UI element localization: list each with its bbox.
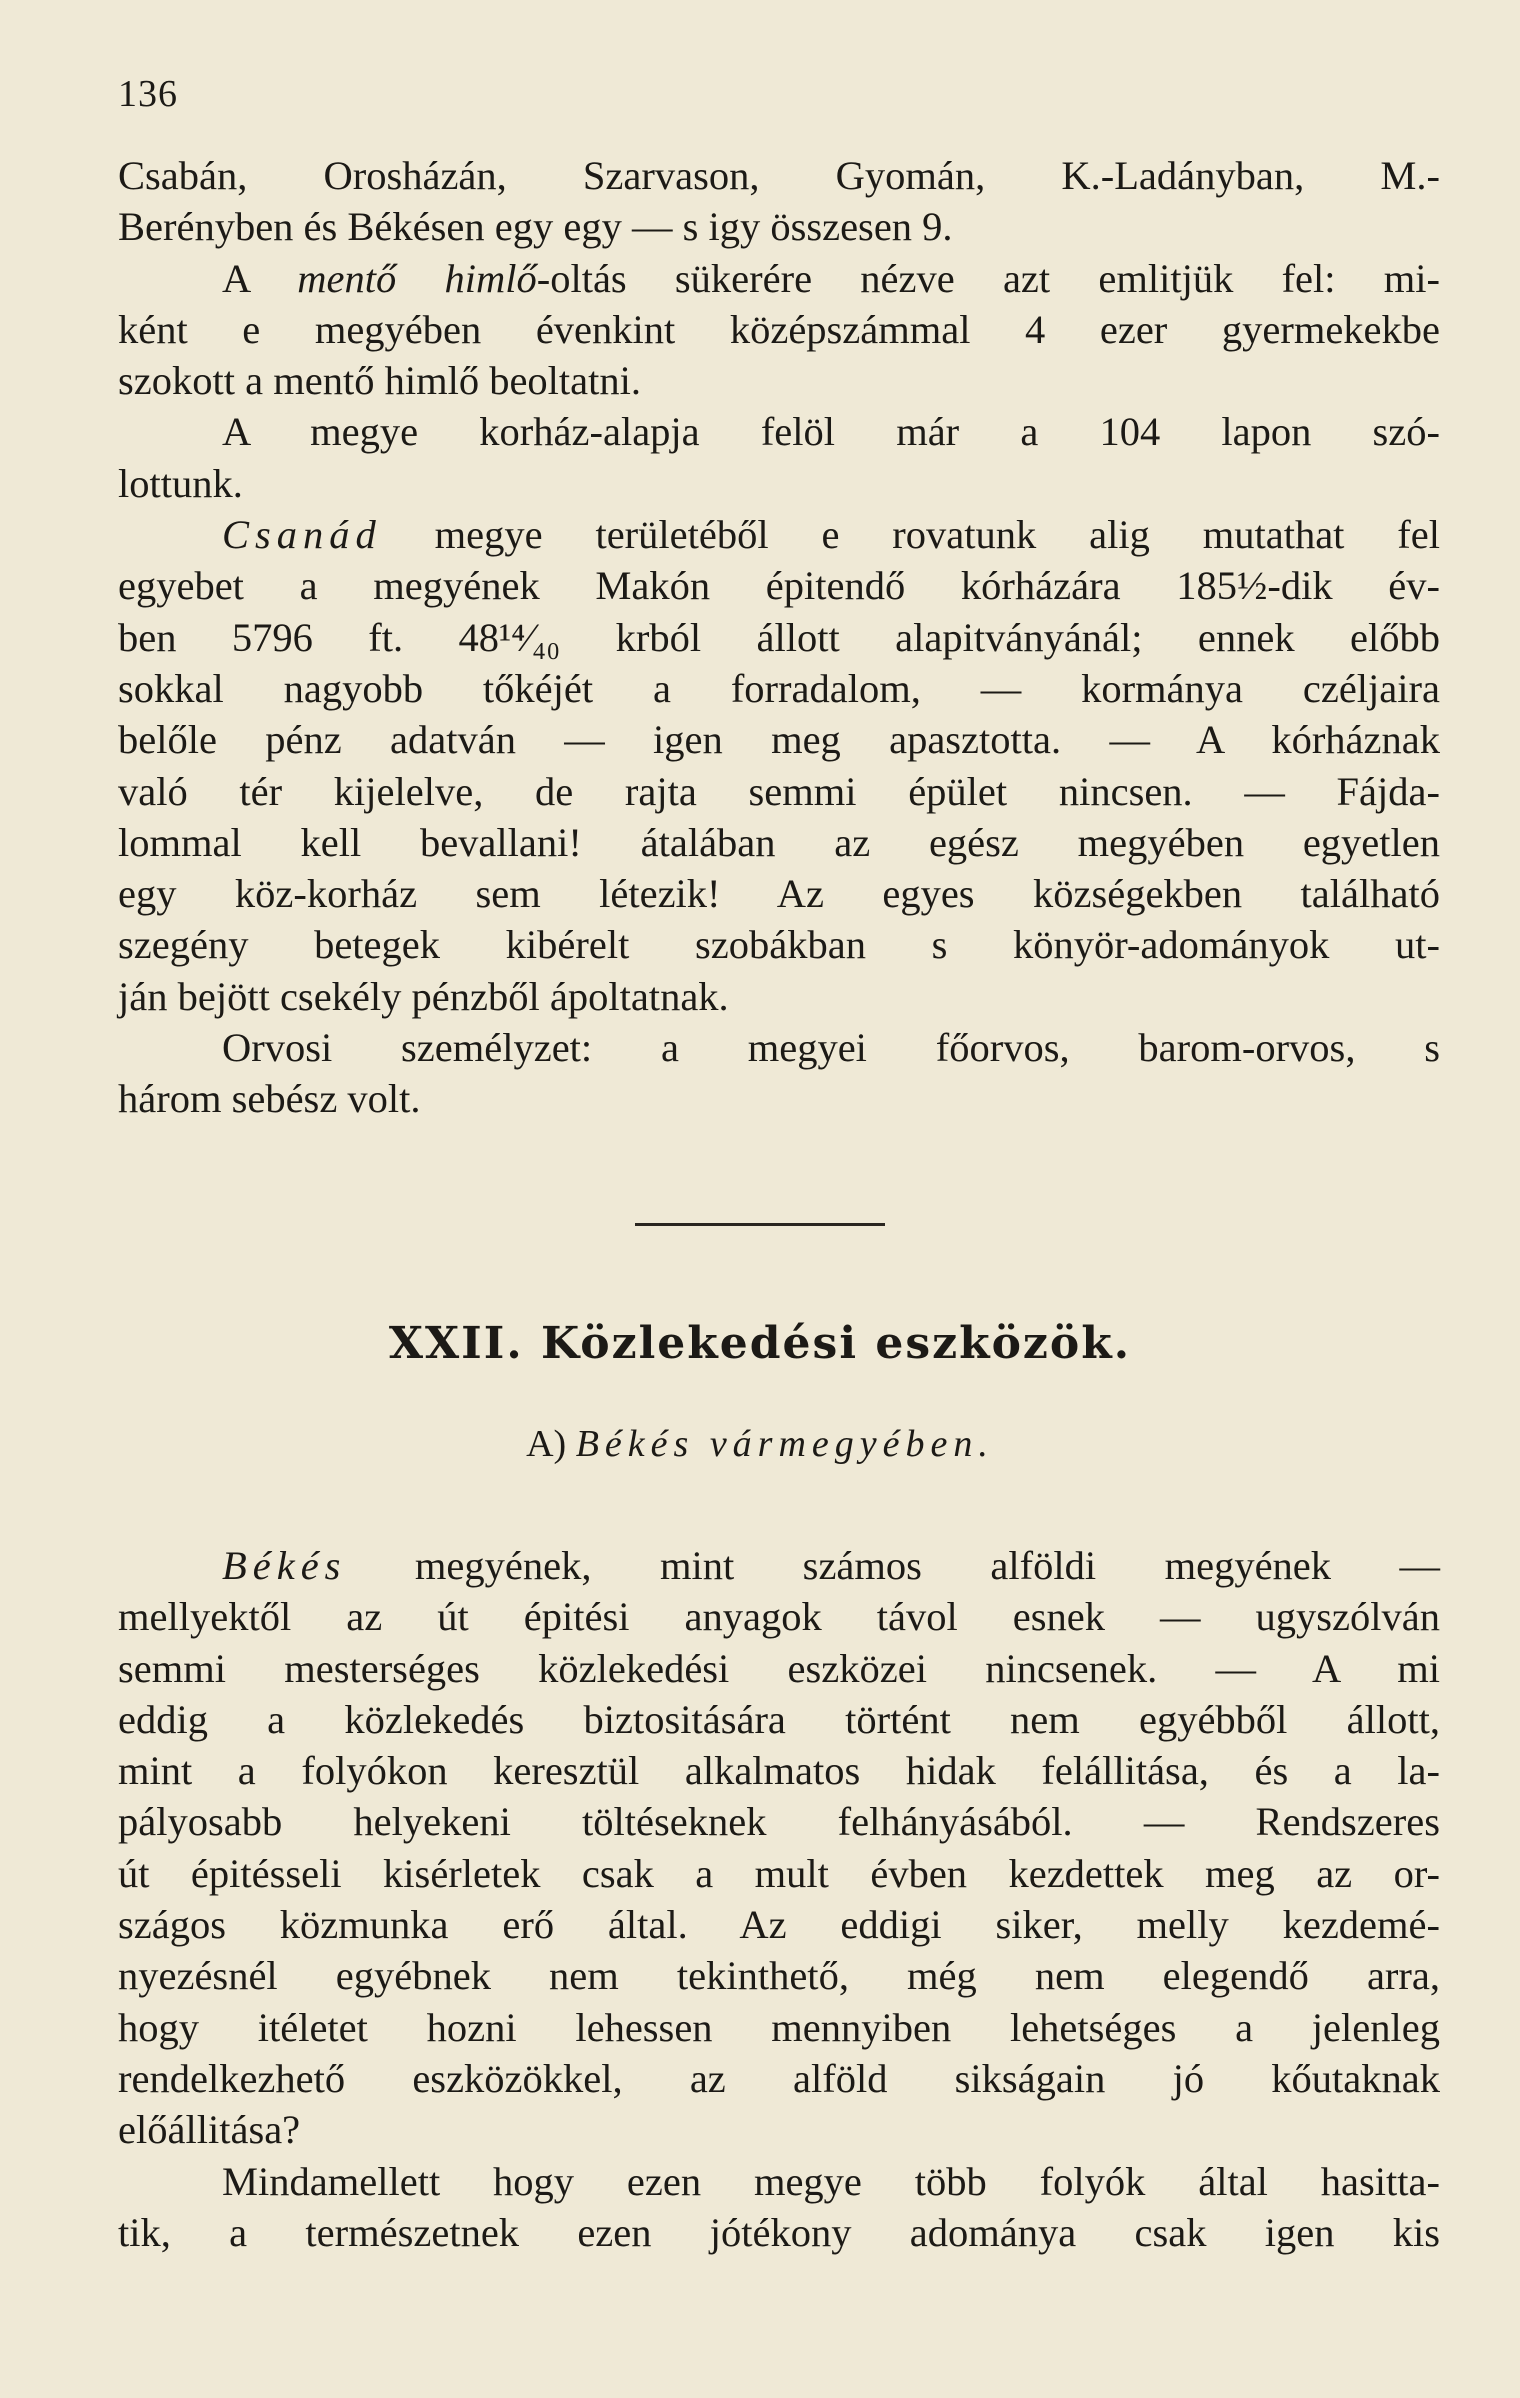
text-line: eddig a közlekedés biztositására történt nem egyébből állott, [118, 1696, 1440, 1742]
section-transport-text [118, 1540, 1440, 2258]
italic-place-name: Csanád [222, 512, 382, 558]
text-line: Csabán, Orosházán, Szarvason, Gyomán, K.-Ladányban, M.- [118, 153, 1440, 198]
text-line: hogy itéletet hozni lehessen mennyiben lehetséges a jelenleg [118, 2004, 1440, 2050]
text-line: mint a folyókon keresztül alkalmatos hidak felállitása, és a la- [118, 1748, 1440, 1794]
italic-place-name: Békés [222, 1543, 347, 1588]
text-line: Berényben és Békésen egy egy — s igy összesen 9. [118, 204, 953, 250]
text-line: három sebész volt. [118, 1076, 421, 1122]
text-line: A mentő himlő-oltás sükerére nézve azt emlitjük fel: mi- [222, 255, 1441, 301]
text-line: sokkal nagyobb tőkéjét a forradalom, — kormánya czéljaira [118, 665, 1440, 711]
subtitle-letter: A) [526, 1423, 567, 1465]
text-line: ján bejött csekély pénzből ápoltatnak. [118, 973, 729, 1019]
text-line: egyebet a megyének Makón épitendő kórházára 185½-dik év- [118, 563, 1440, 609]
text-line: lommal kell bevallani! átalában az egész megyében egyetlen [118, 819, 1440, 865]
section-divider [635, 1223, 885, 1226]
subtitle-name: Békés vármegyében. [575, 1423, 994, 1465]
text-line: ként e megyében évenkint középszámmal 4 ezer gyermekekbe [118, 306, 1440, 352]
text-line: szegény betegek kibérelt szobákban s könyör-adományok ut- [118, 922, 1440, 968]
page-number: 136 [118, 73, 178, 115]
text-line: ben 5796 ft. 48¹⁴⁄₄₀ krból állott alapitványánál; ennek előbb [118, 614, 1440, 660]
text-line: szokott a mentő himlő beoltatni. [118, 358, 642, 404]
text-line: Mindamellett hogy ezen megye több folyók által hasitta- [222, 2158, 1440, 2204]
text-line: Orvosi személyzet: a megyei főorvos, barom-orvos, s [222, 1025, 1440, 1071]
text-line: belőle pénz adatván — igen meg apasztotta. — A kórháznak [118, 717, 1440, 763]
text-line: pályosabb helyekeni töltéseknek felhányásából. — Rendszeres [118, 1799, 1440, 1845]
italic-term: mentő himlő [297, 255, 537, 301]
chapter-title: XXII. Közlekedési eszközök. [388, 1318, 1132, 1369]
text-line: A megye korház-alapja felöl már a 104 lapon szó- [222, 409, 1440, 455]
section-hospitals-text [118, 150, 1440, 1125]
chapter-subtitle [0, 1422, 1520, 1466]
text-line: Békés megyének, mint számos alföldi megyének — [222, 1543, 1440, 1588]
text-line: lottunk. [118, 460, 243, 506]
text-line: való tér kijelelve, de rajta semmi épület nincsen. — Fájda- [118, 768, 1440, 814]
text-line: előállitása? [118, 2107, 301, 2153]
text-line: egy köz-korház sem létezik! Az egyes községekben található [118, 871, 1440, 917]
text-line: semmi mesterséges közlekedési eszközei nincsenek. — A mi [118, 1645, 1440, 1691]
text-line: szágos közmunka erő által. Az eddigi siker, melly kezdemé- [118, 1902, 1440, 1948]
text-line: nyezésnél egyébnek nem tekinthető, még nem elegendő arra, [118, 1953, 1440, 1999]
text-line: rendelkezhető eszközökkel, az alföld sikságain jó kőutaknak [118, 2055, 1440, 2101]
text-line: Csanád megye területéből e rovatunk alig mutathat fel [222, 512, 1440, 558]
text-line: mellyektől az út épitési anyagok távol esnek — ugyszólván [118, 1594, 1440, 1640]
text-line: tik, a természetnek ezen jótékony adománya csak igen kis [118, 2209, 1440, 2255]
text-line: út épitésseli kisérletek csak a mult évben kezdettek meg az or- [118, 1850, 1440, 1896]
